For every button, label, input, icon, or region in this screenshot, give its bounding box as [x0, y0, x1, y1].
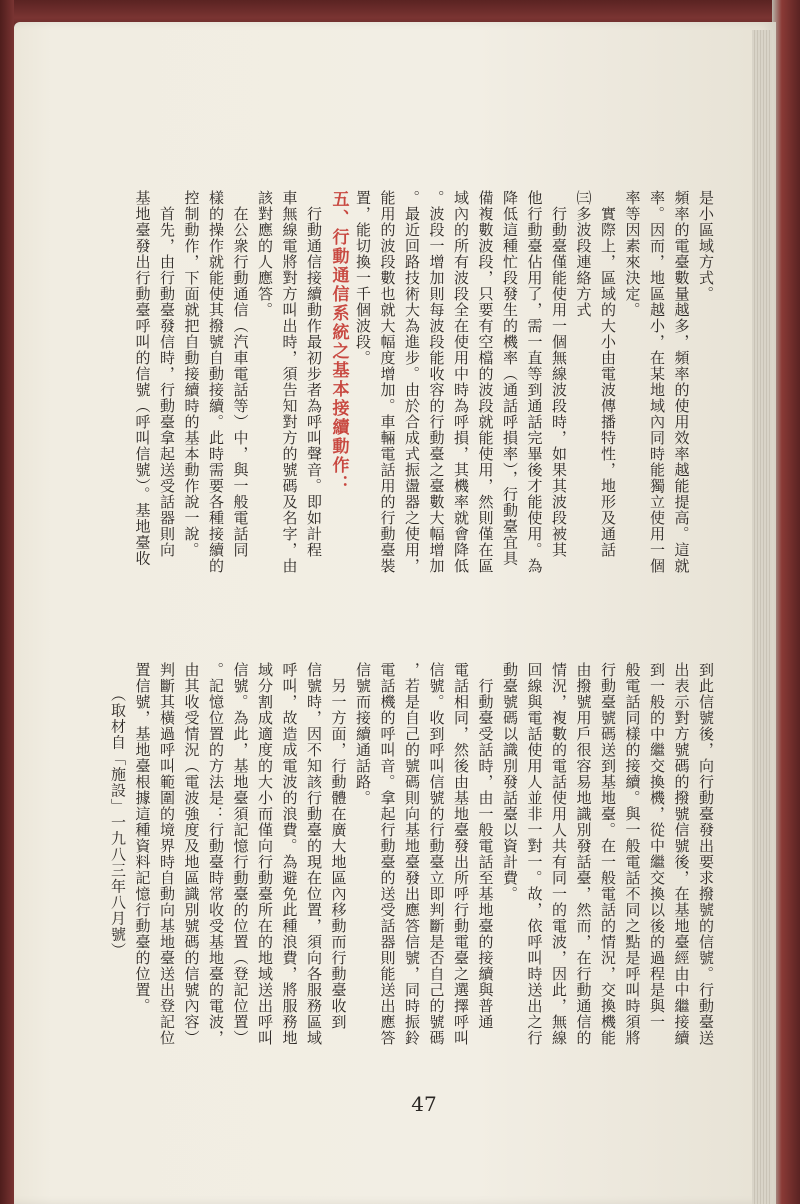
text-column: 電話機的呼叫音。拿起行動臺的送受話器則能送出應答 — [378, 662, 397, 1046]
text-column: 頻率的電臺數量越多，頻率的使用效率越能提高。這就 — [672, 190, 691, 574]
text-column: 信號。收到呼叫信號的行動臺立即判斷是否自己的號碼 — [427, 662, 446, 1046]
text-column: 域分割成適度的大小而僅向行動臺所在的地域送出呼叫 — [256, 662, 274, 1046]
text-column: 回線與電話使用人並非一對一。故，依呼叫時送出之行 — [525, 662, 544, 1046]
text-column: 由其收受情況（電波強度及地區識別號碼的信號內容） — [182, 662, 201, 1046]
book-cover-edge — [772, 0, 800, 1204]
book-spine — [0, 0, 14, 1204]
text-block-bottom — [80, 662, 718, 1077]
text-column: 判斷其橫過呼叫範圍的境界時自動向基地臺送出登記位 — [158, 662, 176, 1046]
text-column: 實際上，區域的大小由電波傳播特性，地形及通話 — [599, 190, 617, 558]
text-column: 率。因而，地區越小，在某地域內同時能獨立使用一個 — [648, 190, 666, 574]
text-column: 動臺號碼以識別發話臺以資計費。 — [501, 662, 519, 902]
text-column: 行動通信接續動作最初步者為呼叫聲音。即如計程 — [305, 190, 323, 558]
text-column: 車無線電將對方叫出時，須告知對方的號碼及名字，由 — [280, 190, 299, 574]
text-column: 行動臺僅能使用一個無線波段時，如果其波段被其 — [550, 190, 568, 558]
text-column: 般電話同樣的接續。與一般電話不同之點是呼叫時須將 — [623, 662, 642, 1046]
text-column: 樣的操作就能使其撥號自動接續。此時需要各種接續的 — [207, 190, 225, 574]
text-column: 信號時，因不知該行動臺的現在位置，須向各服務區域 — [305, 662, 323, 1046]
text-column: 首先，由行動臺發信時，行動臺拿起送受話器則向 — [158, 190, 176, 558]
text-column: 置，能切換一千個波段。 — [354, 190, 372, 366]
text-column: 是小區域方式。 — [697, 190, 715, 302]
text-column: 域內的所有波段全在使用中時為呼損，其機率就會降低 — [452, 190, 470, 574]
text-column: 行動臺受話時，由一般電話至基地臺的接續與普通 — [476, 662, 495, 1030]
text-column: 控制動作，下面就把自動接續時的基本動作說一說。 — [182, 190, 201, 558]
text-column: 他行動臺佔用了，需一直等到通話完畢後才能使用。為 — [525, 190, 544, 574]
text-column: 情況，複數的電話使用人共有同一的電波，因此，無線 — [550, 662, 568, 1046]
page-edges — [752, 30, 772, 1204]
text-column: 。記憶位置的方法是：行動臺時常收受基地臺的電波， — [207, 662, 225, 1046]
text-column: 置信號，基地臺根據這種資料記憶行動臺的位置。 — [133, 662, 152, 1014]
text-column: 備複數波段，只要有空檔的波段就能使用，然則僅在區 — [476, 190, 495, 574]
text-column: 信號。為此，基地臺須記憶行動臺的位置（登記位置） — [231, 662, 250, 1046]
text-column: 降低這種忙段發生的機率（通話呼損率），行動臺宜具 — [501, 190, 519, 567]
text-column: 另一方面，行動體在廣大地區內移動而行動臺收到 — [329, 662, 348, 1030]
text-block-top — [32, 190, 718, 630]
section-subheading: ㈢多波段連絡方式 — [574, 190, 593, 318]
text-column: 率等因素來決定。 — [623, 190, 642, 318]
text-column: 在公衆行動通信（汽車電話等）中，與一般電話同 — [231, 190, 250, 558]
page-number: 47 — [411, 1092, 437, 1116]
text-column: 信號而接續通話路。 — [354, 662, 372, 806]
text-column: 電話相同，然後由基地臺發出所呼行動電臺之選擇呼叫 — [452, 662, 470, 1046]
text-column: 。波段一增加則每波段能收容的行動臺之臺數大幅增加 — [427, 190, 446, 574]
text-column: 到此信號後，向行動臺發出要求撥號的信號。行動臺送 — [697, 662, 715, 1046]
text-column: 呼叫，故造成電波的浪費。為避免此種浪費，將服務地 — [280, 662, 299, 1046]
section-heading: 五、行動通信系統之基本接續動作： — [328, 190, 349, 494]
source-citation: （取材自「施設」一九八三年八月號） — [109, 662, 127, 959]
text-column: 行動臺號碼送到基地臺。在一般電話的情況，交換機能 — [599, 662, 617, 1046]
text-column: 。最近回路技術大為進步。由於合成式振盪器之使用， — [403, 190, 421, 574]
text-column: 基地臺發出行動臺呼叫的信號（呼叫信號）。基地臺收 — [133, 190, 152, 567]
text-column: ，若是自己的號碼則向基地臺發出應答信號，同時振鈴 — [403, 662, 421, 1046]
text-column: 能用的波段數也就大幅度增加。車輛電話用的行動臺裝 — [378, 190, 397, 574]
text-column: 出表示對方號碼的撥號信號後，在基地臺經由中繼接續 — [672, 662, 691, 1046]
text-column: 由撥號用戶很容易地識別發話臺，然而，在行動通信的 — [574, 662, 593, 1046]
text-column: 到一般的中繼交換機，從中繼交換以後的過程是與一 — [648, 662, 666, 1030]
text-column: 該對應的人應答。 — [256, 190, 274, 318]
